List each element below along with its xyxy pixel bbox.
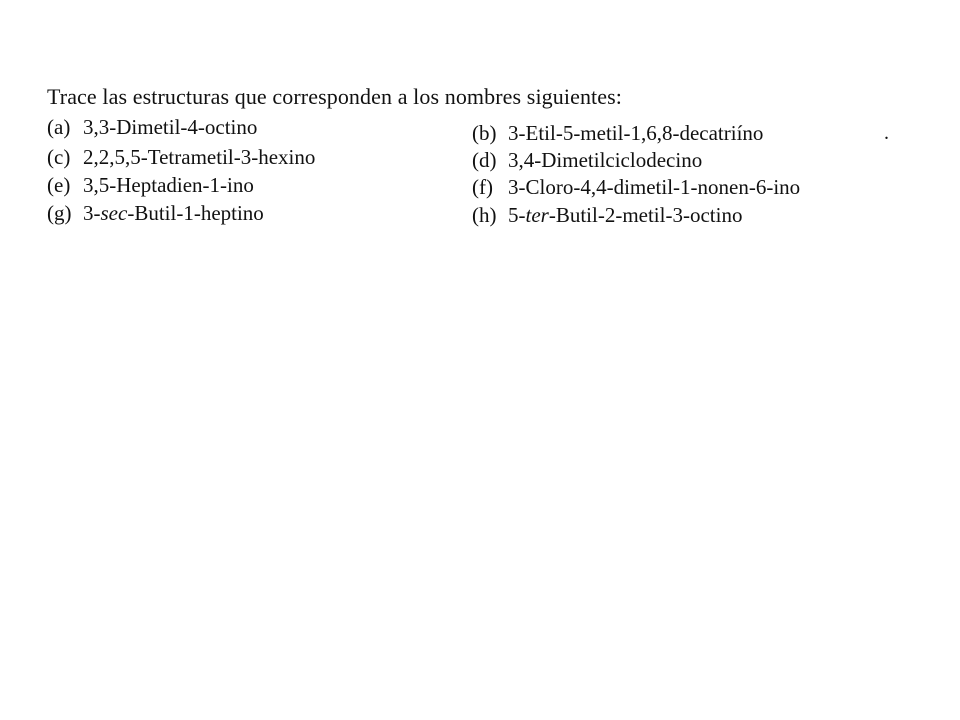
item-d: [472, 147, 702, 173]
item-label: (f): [472, 175, 493, 199]
item-h: [472, 202, 742, 228]
item-name-italic: sec: [100, 201, 128, 225]
item-name-suffix: -Butil-2-metil-3-octino: [548, 203, 743, 227]
instruction-text: Trace las estructuras que corresponden a los nombres siguientes:: [47, 84, 622, 109]
item-a: [47, 114, 257, 140]
item-name: 3,4-Dimetilciclodecino: [508, 148, 703, 172]
item-label: (h): [472, 203, 497, 227]
item-label: (c): [47, 145, 71, 169]
item-e: [47, 172, 254, 198]
item-name: 3-Etil-5-metil-1,6,8-decatriíno: [508, 121, 764, 145]
item-g: [47, 200, 264, 226]
item-name-italic: ter: [525, 203, 549, 227]
item-c: [47, 144, 315, 170]
item-name: 2,2,5,5-Tetrametil-3-hexino: [83, 145, 316, 169]
item-name-prefix: 5-: [508, 203, 526, 227]
item-name: 3,5-Heptadien-1-ino: [83, 173, 254, 197]
item-name-prefix: 3-: [83, 201, 101, 225]
item-label: (g): [47, 201, 72, 225]
item-label: (d): [472, 148, 497, 172]
stray-dot: .: [884, 122, 889, 144]
item-name: 3-Cloro-4,4-dimetil-1-nonen-6-ino: [508, 175, 801, 199]
item-name: 3,3-Dimetil-4-octino: [83, 115, 258, 139]
item-b: [472, 120, 763, 146]
item-label: (b): [472, 121, 497, 145]
item-f: [472, 174, 800, 200]
item-name-suffix: -Butil-1-heptino: [127, 201, 264, 225]
item-label: (a): [47, 115, 71, 139]
item-label: (e): [47, 173, 71, 197]
